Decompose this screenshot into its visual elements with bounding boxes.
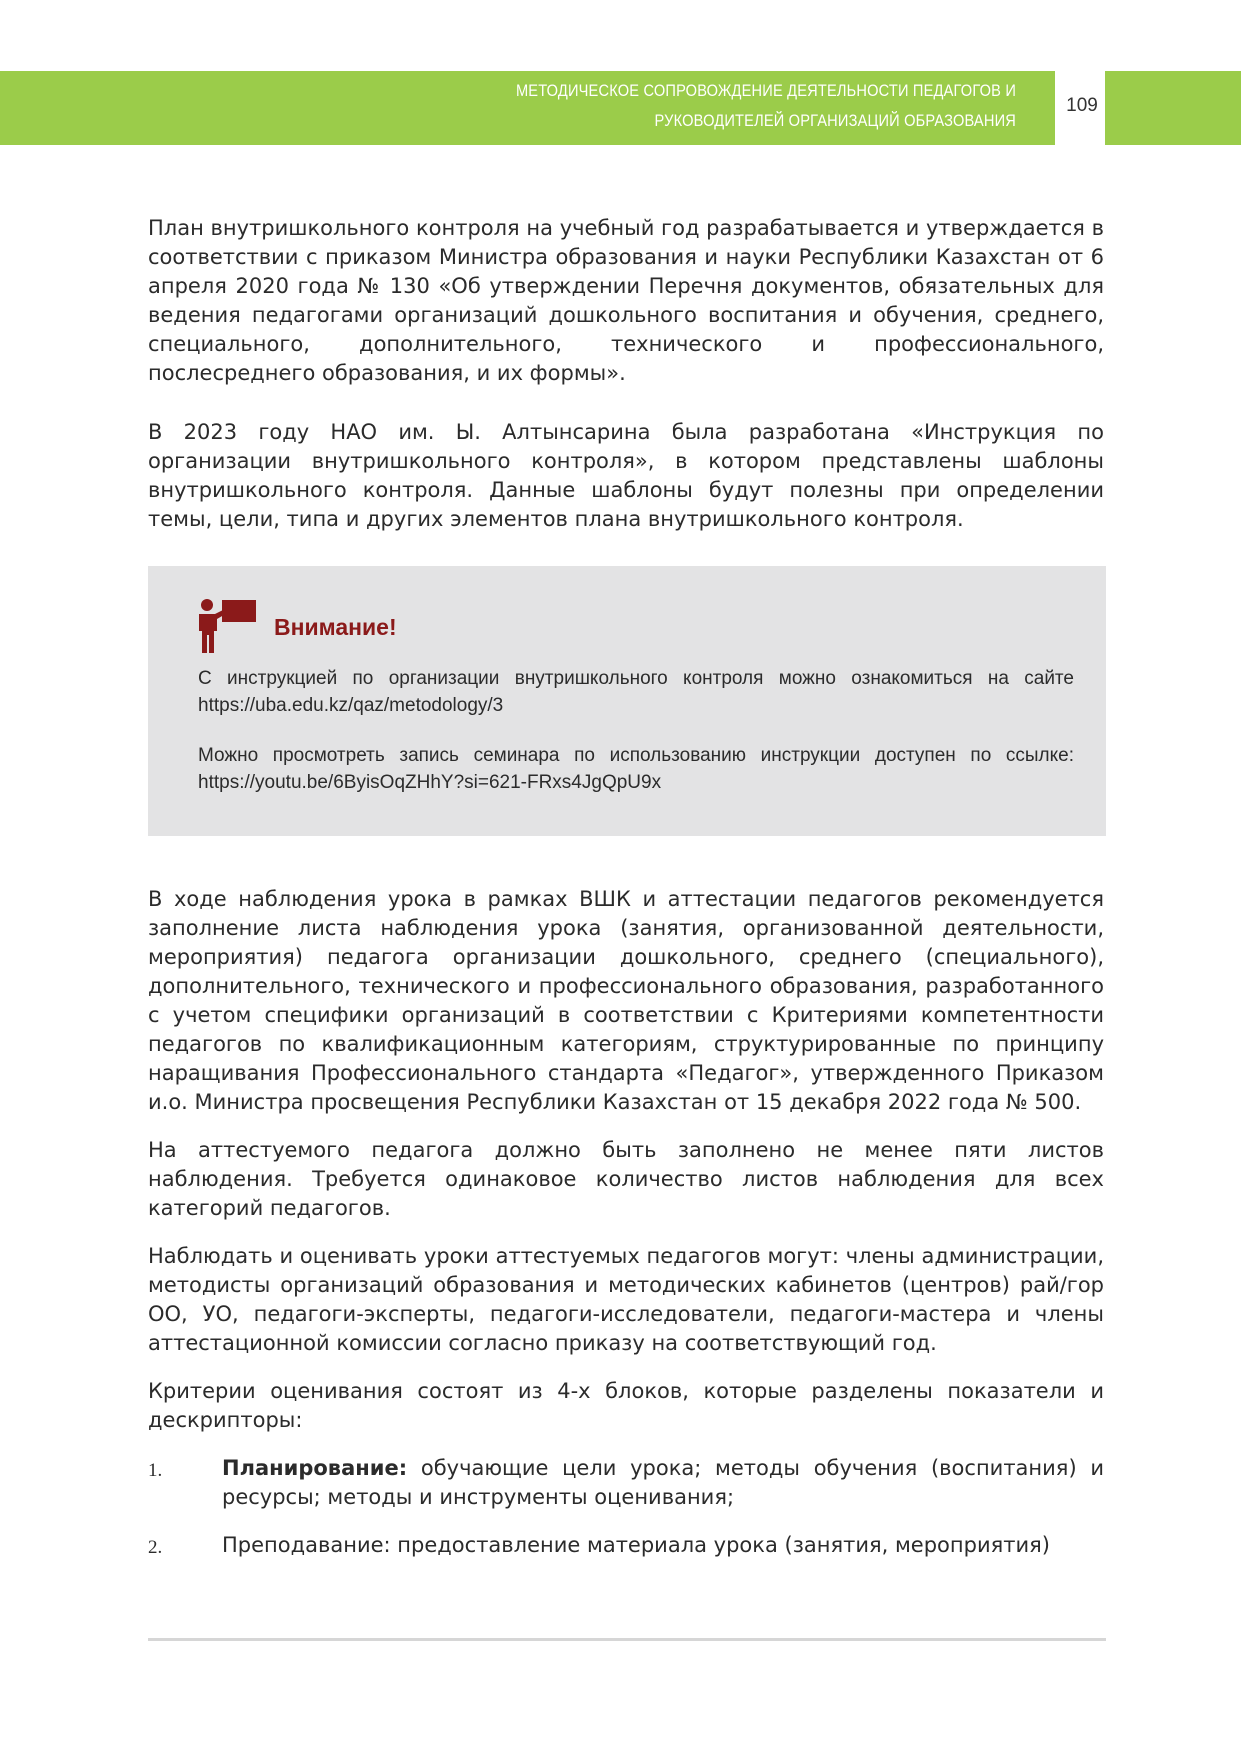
footer-divider	[148, 1638, 1106, 1641]
paragraph-observers: Наблюдать и оценивать уроки аттестуемых педагогов могут: члены администрации, методисты организаций образования и методических кабинетов (центров) рай/гор ОО, УО, педагоги-эксперты, педагоги-исследователи, педагоги-мастера и члены аттестационной комиссии согласно приказу на соответствующий год.	[148, 1244, 1104, 1355]
main-section	[148, 885, 1104, 1560]
running-header	[466, 76, 1016, 136]
list-item-term: Планирование:	[222, 1456, 408, 1480]
running-header-line1: МЕТОДИЧЕСКОЕ СОПРОВОЖДЕНИЕ ДЕЯТЕЛЬНОСТИ ПЕДАГОГОВ И	[515, 81, 1016, 100]
running-header-line2: РУКОВОДИТЕЛЕЙ ОРГАНИЗАЦИЙ ОБРАЗОВАНИЯ	[654, 111, 1016, 130]
list-item-text: обучающие цели урока; методы обучения (воспитания) и ресурсы; методы и инструменты оценивания;	[222, 1456, 1104, 1509]
notice-box	[148, 566, 1106, 836]
list-number: 2.	[148, 1537, 163, 1558]
intro-section	[148, 214, 1104, 534]
paragraph-criteria: Критерии оценивания состоят из 4-х блоков, которые разделены показатели и дескрипторы:	[148, 1379, 1104, 1432]
paragraph-plan: План внутришкольного контроля на учебный год разрабатывается и утверждается в соответствии с приказом Министра образования и науки Республики Казахстан от 6 апреля 2020 года № 130 «Об утверждении Перечня документов, обязательных для ведения педагогами организаций дошкольного воспитания и обучения, среднего, специального, дополнительного, технического и профессионального, послесреднего образования, и их формы».	[148, 216, 1104, 385]
list-number: 1.	[148, 1460, 163, 1481]
notice-text-instruction: С инструкцией по организации внутришкольного контроля можно ознакомиться на сайте https://uba.edu.kz/qaz/metodology/3	[198, 668, 1074, 716]
list-item	[148, 1454, 1104, 1512]
page-number: 109	[1066, 95, 1098, 116]
list-item-text: Преподавание: предоставление материала урока (занятия, мероприятия)	[222, 1533, 1050, 1557]
paragraph-sheets: На аттестуемого педагога должно быть заполнено не менее пяти листов наблюдения. Требуется одинаковое количество листов наблюдения для всех категорий педагогов.	[148, 1138, 1104, 1220]
list-item	[148, 1531, 1104, 1560]
notice-title: Внимание!	[274, 614, 397, 640]
notice-text-seminar: Можно просмотреть запись семинара по использованию инструкции доступен по ссылке: https://youtu.be/6ByisOqZHhY?si=621-FRxs4JgQpU9x	[198, 745, 1074, 793]
paragraph-instruction: В 2023 году НАО им. Ы. Алтынсарина была разработана «Инструкция по организации внутришкольного контроля», в котором представлены шаблоны внутришкольного контроля. Данные шаблоны будут полезны при определении темы, цели, типа и других элементов плана внутришкольного контроля.	[148, 420, 1104, 531]
header-bar-right	[1105, 71, 1241, 145]
teacher-presentation-icon	[196, 597, 258, 653]
paragraph-observation: В ходе наблюдения урока в рамках ВШК и аттестации педагогов рекомендуется заполнение листа наблюдения урока (занятия, организованной деятельности, мероприятия) педагога организации дошкольного, среднего (специального), дополнительного, технического и профессионального образования, разработанного с учетом специфики организаций в соответствии с Критериями компетентности педагогов по квалификационным категориям, структурированные по принципу наращивания Профессионального стандарта «Педагог», утвержденного Приказом и.о. Министра просвещения Республики Казахстан от 15 декабря 2022 года № 500.	[148, 887, 1104, 1114]
